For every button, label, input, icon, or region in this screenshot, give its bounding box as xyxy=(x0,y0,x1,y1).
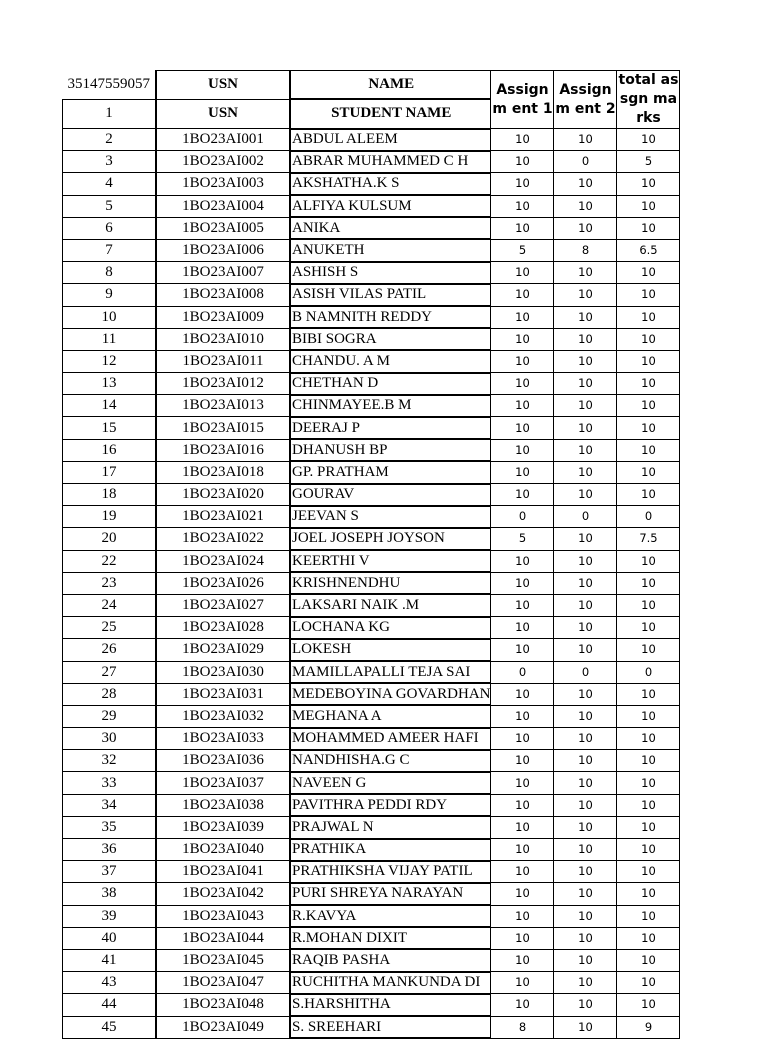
serial-number-cell: 6 xyxy=(63,217,157,239)
usn-cell: 1BO23AI036 xyxy=(156,750,290,772)
usn-cell: 1BO23AI004 xyxy=(156,195,290,217)
assignment-2-cell: 10 xyxy=(554,772,617,794)
total-marks-cell: 10 xyxy=(617,350,680,372)
table-row xyxy=(63,794,680,816)
usn-cell: 1BO23AI005 xyxy=(156,217,290,239)
assignment-2-cell: 10 xyxy=(554,594,617,616)
assignment-2-cell: 10 xyxy=(554,639,617,661)
serial-number-cell: 14 xyxy=(63,395,157,417)
assignment-2-cell: 0 xyxy=(554,151,617,173)
table-row xyxy=(63,550,680,572)
assignment-1-cell: 10 xyxy=(491,284,554,306)
table-row xyxy=(63,572,680,594)
table-row xyxy=(63,239,680,261)
serial-number-cell: 36 xyxy=(63,839,157,861)
student-name-cell: B NAMNITH REDDY xyxy=(290,306,491,328)
usn-cell: 1BO23AI048 xyxy=(156,994,290,1016)
total-marks-cell: 10 xyxy=(617,439,680,461)
assignment-2-cell: 10 xyxy=(554,994,617,1016)
assignment-1-cell: 10 xyxy=(491,550,554,572)
total-marks-cell: 10 xyxy=(617,949,680,971)
table-row xyxy=(63,728,680,750)
usn-cell: 1BO23AI043 xyxy=(156,905,290,927)
student-name-cell: MAMILLAPALLI TEJA SAI xyxy=(290,661,491,683)
student-name-cell: NAVEEN G xyxy=(290,772,491,794)
total-marks-cell: 0 xyxy=(617,506,680,528)
student-name-cell: ABRAR MUHAMMED C H xyxy=(290,151,491,173)
assignment-2-cell: 10 xyxy=(554,1016,617,1038)
serial-number-cell: 30 xyxy=(63,728,157,750)
serial-number-cell: 12 xyxy=(63,350,157,372)
usn-header: USN xyxy=(156,71,290,100)
assignment-2-cell: 10 xyxy=(554,439,617,461)
serial-number-cell: 29 xyxy=(63,705,157,727)
assignment-2-cell: 8 xyxy=(554,239,617,261)
usn-cell: 1BO23AI006 xyxy=(156,239,290,261)
assignment-1-cell: 10 xyxy=(491,417,554,439)
total-marks-cell: 10 xyxy=(617,794,680,816)
total-marks-cell: 10 xyxy=(617,861,680,883)
total-marks-cell: 10 xyxy=(617,195,680,217)
assignment-2-cell: 10 xyxy=(554,861,617,883)
assignment-2-cell: 10 xyxy=(554,550,617,572)
serial-number-cell: 7 xyxy=(63,239,157,261)
assignment-2-cell: 10 xyxy=(554,528,617,550)
total-marks-cell: 10 xyxy=(617,484,680,506)
assignment-1-cell: 10 xyxy=(491,750,554,772)
student-name-cell: NANDHISHA.G C xyxy=(290,750,491,772)
assignment-2-cell: 10 xyxy=(554,195,617,217)
assignment-2-cell: 10 xyxy=(554,484,617,506)
total-marks-cell: 10 xyxy=(617,550,680,572)
usn-cell: 1BO23AI026 xyxy=(156,572,290,594)
usn-cell: 1BO23AI021 xyxy=(156,506,290,528)
total-marks-cell: 10 xyxy=(617,927,680,949)
assignment-2-cell: 10 xyxy=(554,883,617,905)
usn-cell: 1BO23AI011 xyxy=(156,350,290,372)
header-row-0 xyxy=(63,71,680,100)
assignment-1-cell: 10 xyxy=(491,594,554,616)
assignment-2-cell: 10 xyxy=(554,350,617,372)
assignment-1-cell: 0 xyxy=(491,661,554,683)
total-marks-cell: 9 xyxy=(617,1016,680,1038)
table-row xyxy=(63,262,680,284)
usn-cell: 1BO23AI012 xyxy=(156,373,290,395)
assignment-2-cell: 10 xyxy=(554,617,617,639)
assignment-1-cell: 10 xyxy=(491,728,554,750)
serial-number-cell: 9 xyxy=(63,284,157,306)
assignment-1-cell: 10 xyxy=(491,129,554,151)
usn-cell: 1BO23AI039 xyxy=(156,816,290,838)
table-row xyxy=(63,151,680,173)
serial-number-cell: 39 xyxy=(63,905,157,927)
total-marks-header: total assgn marks xyxy=(617,71,680,129)
serial-number-cell: 19 xyxy=(63,506,157,528)
table-row xyxy=(63,373,680,395)
serial-number-cell: 38 xyxy=(63,883,157,905)
assignment-2-cell: 10 xyxy=(554,417,617,439)
serial-number-cell: 44 xyxy=(63,994,157,1016)
table-row xyxy=(63,173,680,195)
serial-number-cell: 45 xyxy=(63,1016,157,1038)
serial-number-cell: 32 xyxy=(63,750,157,772)
total-marks-cell: 10 xyxy=(617,728,680,750)
student-name-cell: JEEVAN S xyxy=(290,506,491,528)
serial-number-cell: 34 xyxy=(63,794,157,816)
total-marks-cell: 10 xyxy=(617,217,680,239)
assignment-2-cell: 10 xyxy=(554,284,617,306)
assignment-2-cell: 10 xyxy=(554,927,617,949)
serial-number-cell: 15 xyxy=(63,417,157,439)
usn-cell: 1BO23AI016 xyxy=(156,439,290,461)
usn-cell: 1BO23AI038 xyxy=(156,794,290,816)
total-marks-cell: 10 xyxy=(617,461,680,483)
usn-cell: 1BO23AI049 xyxy=(156,1016,290,1038)
serial-number-cell: 8 xyxy=(63,262,157,284)
assignment-2-cell: 10 xyxy=(554,816,617,838)
assignment-1-cell: 10 xyxy=(491,927,554,949)
serial-number-cell: 2 xyxy=(63,129,157,151)
table-row xyxy=(63,905,680,927)
table-row xyxy=(63,639,680,661)
total-marks-cell: 10 xyxy=(617,173,680,195)
table-row xyxy=(63,129,680,151)
table-row xyxy=(63,883,680,905)
assignment-1-cell: 5 xyxy=(491,528,554,550)
assignment-2-cell: 10 xyxy=(554,328,617,350)
student-name-cell: BIBI SOGRA xyxy=(290,328,491,350)
total-marks-cell: 10 xyxy=(617,816,680,838)
student-name-cell: CHETHAN D xyxy=(290,373,491,395)
table-row xyxy=(63,484,680,506)
assignment-1-cell: 10 xyxy=(491,328,554,350)
table-body xyxy=(63,71,680,1039)
serial-number-cell: 24 xyxy=(63,594,157,616)
usn-cell: 1BO23AI041 xyxy=(156,861,290,883)
usn-cell: 1BO23AI015 xyxy=(156,417,290,439)
serial-number-cell: 11 xyxy=(63,328,157,350)
assignment-1-cell: 10 xyxy=(491,484,554,506)
usn-cell: 1BO23AI007 xyxy=(156,262,290,284)
assignment-2-cell: 10 xyxy=(554,373,617,395)
usn-cell: 1BO23AI002 xyxy=(156,151,290,173)
student-name-cell: AKSHATHA.K S xyxy=(290,173,491,195)
table-row xyxy=(63,461,680,483)
usn-cell: 1BO23AI030 xyxy=(156,661,290,683)
usn-cell: 1BO23AI009 xyxy=(156,306,290,328)
assignment-1-cell: 10 xyxy=(491,395,554,417)
student-name-cell: ASISH VILAS PATIL xyxy=(290,284,491,306)
assignment-1-cell: 10 xyxy=(491,772,554,794)
total-marks-cell: 10 xyxy=(617,395,680,417)
serial-number-cell: 3 xyxy=(63,151,157,173)
total-marks-cell: 10 xyxy=(617,683,680,705)
assignment-1-cell: 10 xyxy=(491,861,554,883)
student-name-cell: PAVITHRA PEDDI RDY xyxy=(290,794,491,816)
student-name-cell: KEERTHI V xyxy=(290,550,491,572)
assignment-1-cell: 10 xyxy=(491,195,554,217)
table-row xyxy=(63,949,680,971)
serial-number-cell: 40 xyxy=(63,927,157,949)
usn-cell: 1BO23AI032 xyxy=(156,705,290,727)
student-name-cell: MEGHANA A xyxy=(290,705,491,727)
assignment-1-cell: 10 xyxy=(491,949,554,971)
serial-number-cell: 4 xyxy=(63,173,157,195)
usn-cell: 1BO23AI037 xyxy=(156,772,290,794)
table-row xyxy=(63,927,680,949)
student-name-cell: LOCHANA KG xyxy=(290,617,491,639)
assignment-2-cell: 0 xyxy=(554,506,617,528)
student-name-cell: LAKSARI NAIK .M xyxy=(290,594,491,616)
table-row xyxy=(63,506,680,528)
student-name-cell: PRATHIKA xyxy=(290,839,491,861)
assignment-1-cell: 10 xyxy=(491,839,554,861)
table-row xyxy=(63,839,680,861)
assignment-1-cell: 10 xyxy=(491,639,554,661)
student-name-cell: JOEL JOSEPH JOYSON xyxy=(290,528,491,550)
serial-number-cell: 5 xyxy=(63,195,157,217)
total-marks-cell: 10 xyxy=(617,306,680,328)
assignment-1-cell: 10 xyxy=(491,883,554,905)
assignment-1-cell: 10 xyxy=(491,151,554,173)
table-row xyxy=(63,350,680,372)
table-row xyxy=(63,195,680,217)
student-name-cell: PRAJWAL N xyxy=(290,816,491,838)
usn-cell: 1BO23AI020 xyxy=(156,484,290,506)
assignment-1-cell: 10 xyxy=(491,816,554,838)
usn-cell: 1BO23AI013 xyxy=(156,395,290,417)
total-marks-cell: 10 xyxy=(617,639,680,661)
total-marks-cell: 10 xyxy=(617,839,680,861)
serial-number-cell: 26 xyxy=(63,639,157,661)
table-row xyxy=(63,217,680,239)
student-name-cell: R.MOHAN DIXIT xyxy=(290,927,491,949)
student-name-cell: ANUKETH xyxy=(290,239,491,261)
assignment-1-cell: 10 xyxy=(491,705,554,727)
assignment-1-cell: 10 xyxy=(491,617,554,639)
total-marks-cell: 7.5 xyxy=(617,528,680,550)
serial-number-cell: 25 xyxy=(63,617,157,639)
assignment-2-cell: 10 xyxy=(554,173,617,195)
assignment-2-cell: 10 xyxy=(554,750,617,772)
usn-cell: 1BO23AI008 xyxy=(156,284,290,306)
assignment-2-cell: 10 xyxy=(554,972,617,994)
table-row xyxy=(63,528,680,550)
total-marks-cell: 10 xyxy=(617,328,680,350)
total-marks-cell: 10 xyxy=(617,572,680,594)
table-row xyxy=(63,972,680,994)
usn-cell: 1BO23AI047 xyxy=(156,972,290,994)
student-name-cell: RAQIB PASHA xyxy=(290,949,491,971)
assignment-1-cell: 10 xyxy=(491,994,554,1016)
assignment-1-cell: 10 xyxy=(491,972,554,994)
usn-cell: 1BO23AI029 xyxy=(156,639,290,661)
total-marks-cell: 10 xyxy=(617,705,680,727)
assignment-1-cell: 0 xyxy=(491,506,554,528)
assignment-2-cell: 10 xyxy=(554,217,617,239)
usn-cell: 1BO23AI033 xyxy=(156,728,290,750)
table-row xyxy=(63,395,680,417)
marks-table xyxy=(62,70,680,1039)
usn-cell: 1BO23AI024 xyxy=(156,550,290,572)
assignment-2-cell: 0 xyxy=(554,661,617,683)
student-name-cell: GP. PRATHAM xyxy=(290,461,491,483)
total-marks-cell: 10 xyxy=(617,772,680,794)
table-row xyxy=(63,661,680,683)
student-name-cell: PRATHIKSHA VIJAY PATIL xyxy=(290,861,491,883)
usn-cell: 1BO23AI010 xyxy=(156,328,290,350)
serial-number-cell: 10 xyxy=(63,306,157,328)
assignment-1-cell: 10 xyxy=(491,306,554,328)
assignment-2-cell: 10 xyxy=(554,306,617,328)
total-marks-cell: 10 xyxy=(617,617,680,639)
table-row xyxy=(63,816,680,838)
total-marks-cell: 5 xyxy=(617,151,680,173)
sheet-id-cell: 35147559057 xyxy=(63,71,157,100)
student-name-cell: ANIKA xyxy=(290,217,491,239)
student-name-cell: ALFIYA KULSUM xyxy=(290,195,491,217)
assignment-2-cell: 10 xyxy=(554,705,617,727)
table-row xyxy=(63,594,680,616)
student-name-cell: CHINMAYEE.B M xyxy=(290,395,491,417)
assignment-1-cell: 10 xyxy=(491,905,554,927)
total-marks-cell: 6.5 xyxy=(617,239,680,261)
student-name-cell: CHANDU. A M xyxy=(290,350,491,372)
serial-number-header: 1 xyxy=(63,99,157,128)
student-name-cell: KRISHNENDHU xyxy=(290,572,491,594)
table-row xyxy=(63,683,680,705)
serial-number-cell: 27 xyxy=(63,661,157,683)
student-name-cell: MOHAMMED AMEER HAFI xyxy=(290,728,491,750)
usn-cell: 1BO23AI045 xyxy=(156,949,290,971)
student-name-cell: DEERAJ P xyxy=(290,417,491,439)
serial-number-cell: 16 xyxy=(63,439,157,461)
total-marks-cell: 10 xyxy=(617,129,680,151)
student-name-cell: MEDEBOYINA GOVARDHAN xyxy=(290,683,491,705)
usn-cell: 1BO23AI040 xyxy=(156,839,290,861)
total-marks-cell: 10 xyxy=(617,594,680,616)
total-marks-cell: 10 xyxy=(617,284,680,306)
serial-number-cell: 20 xyxy=(63,528,157,550)
assignment-1-cell: 5 xyxy=(491,239,554,261)
assignment-1-header: Assignm ent 1 xyxy=(491,71,554,129)
assignment-2-cell: 10 xyxy=(554,129,617,151)
assignment-1-cell: 10 xyxy=(491,262,554,284)
assignment-2-cell: 10 xyxy=(554,905,617,927)
usn-cell: 1BO23AI028 xyxy=(156,617,290,639)
usn-cell: 1BO23AI027 xyxy=(156,594,290,616)
student-name-cell: RUCHITHA MANKUNDA DI xyxy=(290,972,491,994)
student-name-cell: LOKESH xyxy=(290,639,491,661)
table-row xyxy=(63,439,680,461)
usn-subheader: USN xyxy=(156,99,290,128)
assignment-2-cell: 10 xyxy=(554,949,617,971)
assignment-1-cell: 10 xyxy=(491,217,554,239)
usn-cell: 1BO23AI044 xyxy=(156,927,290,949)
serial-number-cell: 41 xyxy=(63,949,157,971)
assignment-2-cell: 10 xyxy=(554,839,617,861)
serial-number-cell: 43 xyxy=(63,972,157,994)
assignment-1-cell: 10 xyxy=(491,572,554,594)
assignment-2-cell: 10 xyxy=(554,572,617,594)
assignment-1-cell: 10 xyxy=(491,350,554,372)
total-marks-cell: 10 xyxy=(617,905,680,927)
assignment-2-cell: 10 xyxy=(554,395,617,417)
assignment-2-cell: 10 xyxy=(554,683,617,705)
table-row xyxy=(63,417,680,439)
student-name-header: STUDENT NAME xyxy=(290,99,491,128)
serial-number-cell: 37 xyxy=(63,861,157,883)
assignment-1-cell: 10 xyxy=(491,173,554,195)
serial-number-cell: 33 xyxy=(63,772,157,794)
assignment-1-cell: 10 xyxy=(491,461,554,483)
table-row xyxy=(63,705,680,727)
usn-cell: 1BO23AI018 xyxy=(156,461,290,483)
assignment-1-cell: 10 xyxy=(491,683,554,705)
serial-number-cell: 13 xyxy=(63,373,157,395)
table-row xyxy=(63,328,680,350)
assignment-1-cell: 10 xyxy=(491,794,554,816)
student-name-cell: PURI SHREYA NARAYAN xyxy=(290,883,491,905)
serial-number-cell: 22 xyxy=(63,550,157,572)
table-row xyxy=(63,617,680,639)
total-marks-cell: 10 xyxy=(617,994,680,1016)
usn-cell: 1BO23AI042 xyxy=(156,883,290,905)
total-marks-cell: 10 xyxy=(617,750,680,772)
student-name-cell: R.KAVYA xyxy=(290,905,491,927)
total-marks-cell: 10 xyxy=(617,417,680,439)
student-name-cell: ABDUL ALEEM xyxy=(290,129,491,151)
usn-cell: 1BO23AI031 xyxy=(156,683,290,705)
table-row xyxy=(63,861,680,883)
usn-cell: 1BO23AI001 xyxy=(156,129,290,151)
student-name-cell: S.HARSHITHA xyxy=(290,994,491,1016)
student-name-cell: GOURAV xyxy=(290,484,491,506)
table-row xyxy=(63,284,680,306)
table-row xyxy=(63,306,680,328)
name-header: NAME xyxy=(290,71,491,100)
assignment-1-cell: 10 xyxy=(491,439,554,461)
assignment-2-cell: 10 xyxy=(554,461,617,483)
total-marks-cell: 10 xyxy=(617,373,680,395)
table-row xyxy=(63,994,680,1016)
serial-number-cell: 28 xyxy=(63,683,157,705)
assignment-2-cell: 10 xyxy=(554,794,617,816)
assignment-1-cell: 8 xyxy=(491,1016,554,1038)
total-marks-cell: 10 xyxy=(617,883,680,905)
total-marks-cell: 10 xyxy=(617,262,680,284)
table-row xyxy=(63,772,680,794)
usn-cell: 1BO23AI003 xyxy=(156,173,290,195)
total-marks-cell: 0 xyxy=(617,661,680,683)
usn-cell: 1BO23AI022 xyxy=(156,528,290,550)
student-name-cell: ASHISH S xyxy=(290,262,491,284)
serial-number-cell: 35 xyxy=(63,816,157,838)
table-row xyxy=(63,1016,680,1038)
assignment-2-header: Assignm ent 2 xyxy=(554,71,617,129)
assignment-2-cell: 10 xyxy=(554,728,617,750)
assignment-2-cell: 10 xyxy=(554,262,617,284)
assignment-1-cell: 10 xyxy=(491,373,554,395)
student-name-cell: S. SREEHARI xyxy=(290,1016,491,1038)
student-name-cell: DHANUSH BP xyxy=(290,439,491,461)
serial-number-cell: 17 xyxy=(63,461,157,483)
total-marks-cell: 10 xyxy=(617,972,680,994)
serial-number-cell: 18 xyxy=(63,484,157,506)
table-row xyxy=(63,750,680,772)
serial-number-cell: 23 xyxy=(63,572,157,594)
